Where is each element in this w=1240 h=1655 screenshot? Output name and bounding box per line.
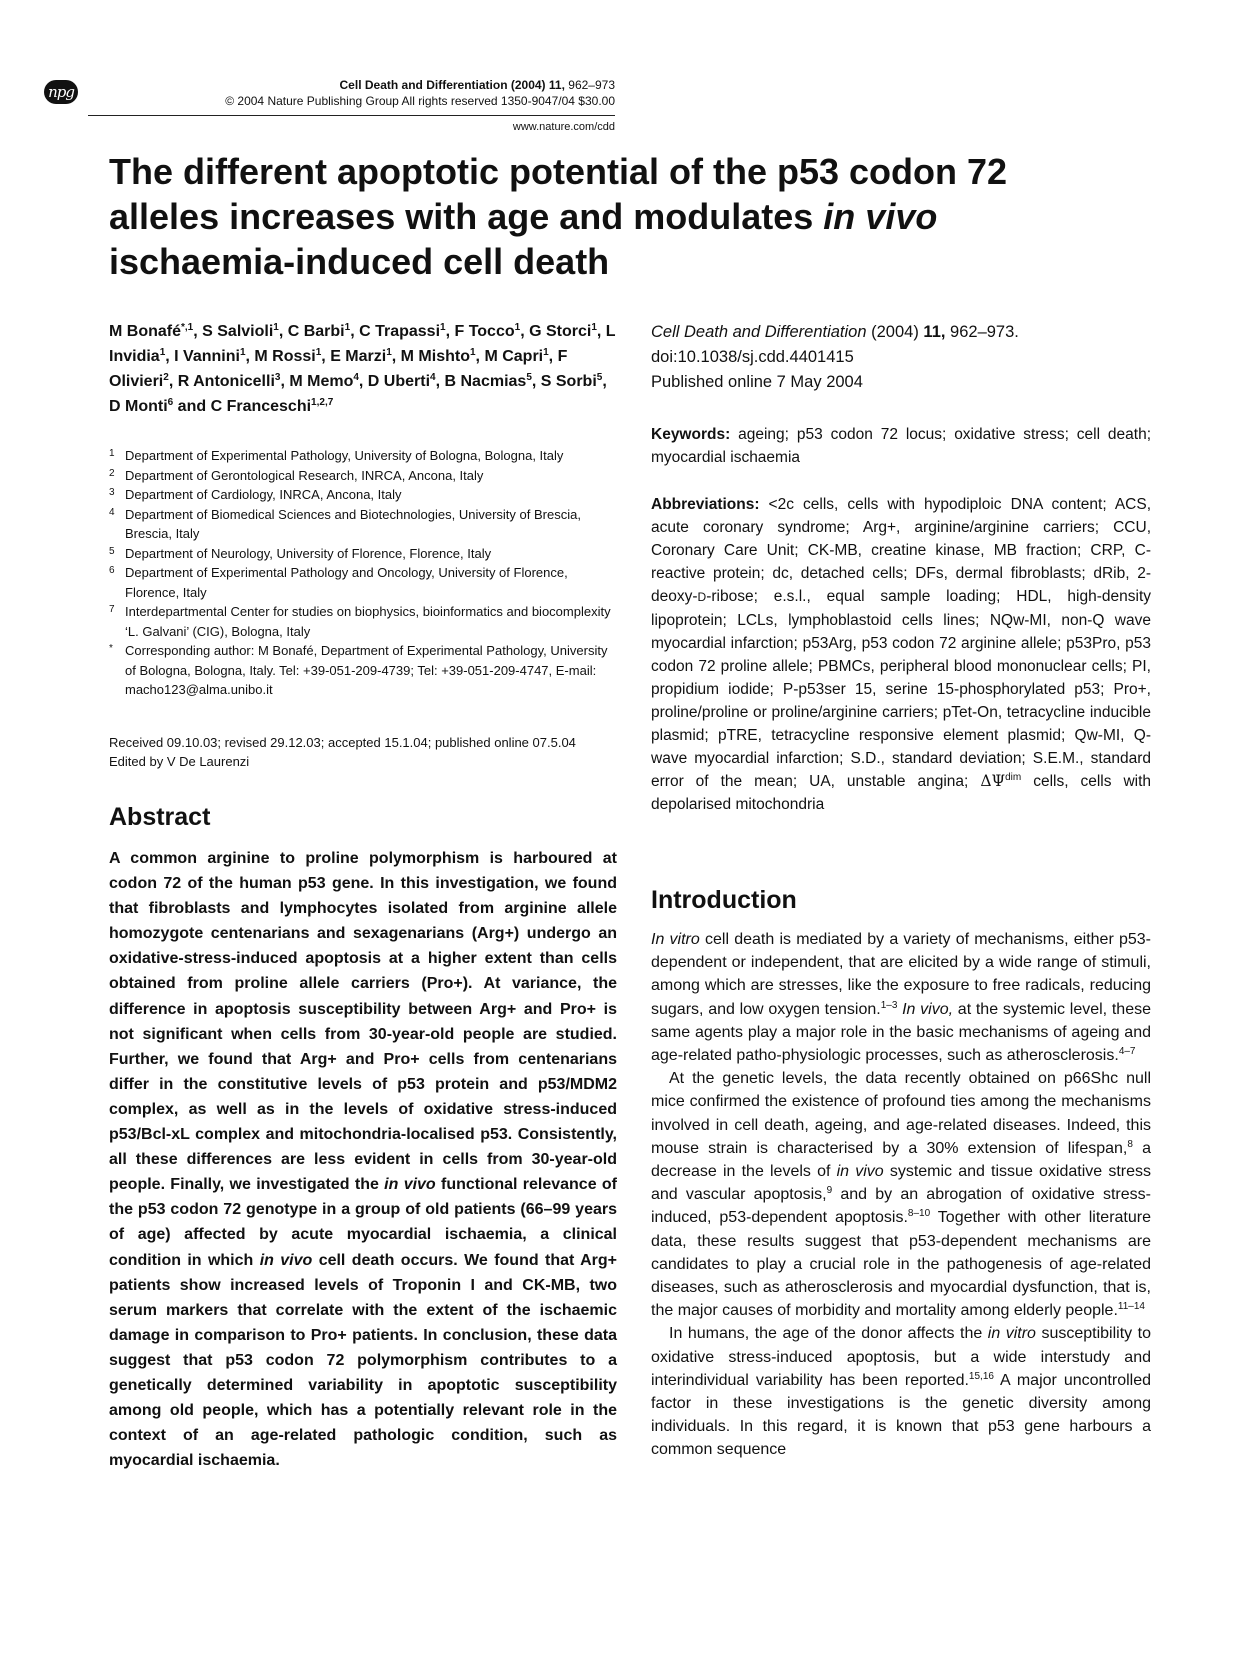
author-affiliation-mark: 1: [273, 322, 279, 333]
affiliation-mark: 1: [109, 448, 115, 459]
author-affiliation-mark: 1: [159, 347, 166, 358]
author-affiliation-mark: *,1: [181, 322, 194, 333]
intro-text: At the genetic levels, the data recently obtained on p66Shc null mice confirmed the existence of profound ties among the mechanisms involved in cell death, ageing, and age-related diseases. Indeed, this mouse strain is characterised by a 30% extension of lifespan,: [651, 1070, 1151, 1157]
title-line-1: The different apoptotic potential of the p53 codon 72: [109, 151, 1008, 192]
affiliation-list: [109, 446, 617, 700]
author: [288, 323, 359, 340]
abbreviations-text-3: cells, cells with depolarised mitochondria: [651, 773, 1152, 813]
author-affiliation-mark: 5: [596, 372, 603, 383]
intro-italic: in vitro: [987, 1325, 1036, 1343]
affiliation-mark: 4: [109, 506, 115, 518]
author-name: M Memo: [289, 373, 354, 390]
author: [202, 323, 288, 340]
author-separator: ,: [321, 348, 331, 365]
author-affiliation-mark: 1: [386, 347, 392, 358]
abstract-body: [109, 846, 617, 1473]
citation-ref[interactable]: 8–10: [907, 1208, 931, 1220]
intro-text: A major uncontrolled factor in these investigations is the genetic diversity among individuals. In this regard, it is known that p53 gene harbours a common sequence: [651, 1371, 1152, 1459]
citation-doi[interactable]: doi:10.1038/sj.cdd.4401415: [651, 348, 854, 366]
header-divider: [88, 115, 615, 116]
author-separator: ,: [548, 348, 558, 365]
author: [368, 373, 445, 390]
author: [211, 398, 334, 415]
affiliation-item: [109, 446, 617, 466]
author: [454, 323, 529, 340]
abbreviations-block: [651, 493, 1151, 816]
publisher-logo: npg: [44, 80, 78, 104]
author-name: E Marzi: [330, 348, 387, 365]
author-separator: ,: [475, 348, 485, 365]
author-affiliation-mark: 6: [167, 397, 174, 408]
author-affiliation-mark: 4: [430, 372, 436, 383]
article-title: [109, 149, 1109, 284]
affiliation-mark: 2: [109, 467, 115, 479]
author-name: I Vannini: [174, 348, 240, 365]
journal-url-link[interactable]: www.nature.com/cdd: [512, 121, 615, 133]
intro-italic: In vitro: [651, 931, 700, 948]
author: [484, 348, 557, 365]
author-name: S Sorbi: [540, 373, 597, 390]
received-dates: Received 09.10.03; revised 29.12.03; accepted 15.1.04; published online 07.5.04: [109, 735, 576, 750]
author-affiliation-mark: 1: [469, 347, 476, 358]
affiliation-item: [109, 544, 617, 564]
intro-italic: In vivo,: [897, 1000, 954, 1018]
intro-text: cell death is mediated by a variety of mechanisms, either p53-dependent or independent, that are elicited by a wide range of stimuli, among which are stresses, like the exposure to free radicals, reducing sugars, and low oxygen tension.: [651, 931, 1151, 1018]
affiliation-text: Department of Neurology, University of Florence, Florence, Italy: [125, 545, 492, 561]
author-separator: ,: [358, 373, 368, 390]
author-separator: ,: [391, 348, 401, 365]
author-separator: ,: [596, 323, 606, 340]
author: [174, 348, 254, 365]
author-name: D Uberti: [367, 373, 431, 390]
author-separator: ,: [193, 323, 203, 340]
intro-paragraph-3: [651, 1322, 1151, 1461]
journal-name: Cell Death and Differentiation (2004): [339, 78, 546, 92]
abbreviations-label: Abbreviations:: [651, 496, 760, 513]
affiliation-text: Interdepartmental Center for studies on biophysics, bioinformatics and biocomplexity ‘L. Galvani’ (CIG), Bologna, Italy: [125, 604, 611, 639]
author: [529, 323, 606, 340]
abbreviations-text-1: <2c cells, cells with hypodiploic DNA content; ACS, acute coronary syndrome; Arg+, arginine/arginine carriers; CCU, Coronary Care Unit; CK-MB, creatine kinase, MB fraction; CRP, C-reactive protein; dc, detached cells; DFs, dermal fibroblasts; dRib, 2-deoxy-: [651, 496, 1151, 605]
citation-ref[interactable]: 15,16: [968, 1370, 994, 1382]
author-separator: ,: [280, 373, 290, 390]
author-name: C Trapassi: [359, 323, 441, 340]
abstract-italic-2: in vivo: [259, 1251, 313, 1269]
author-affiliation-mark: 1: [344, 322, 351, 333]
affiliation-text: Department of Cardiology, INRCA, Ancona, Italy: [125, 487, 402, 502]
article-history: [109, 733, 617, 771]
author-affiliation-mark: 3: [274, 372, 281, 383]
author-separator: ,: [531, 373, 541, 390]
intro-text: In humans, the age of the donor affects the: [669, 1325, 988, 1343]
author: [541, 373, 607, 390]
author-name: C Barbi: [287, 323, 345, 340]
author: [359, 323, 454, 340]
copyright-line: © 2004 Nature Publishing Group All rights reserved 1350-9047/04 $30.00: [225, 94, 615, 108]
abstract-italic-1: in vivo: [384, 1176, 436, 1194]
abbreviations-smallcap: D: [697, 590, 707, 604]
author: [401, 348, 485, 365]
author-affiliation-mark: 1: [440, 322, 446, 333]
affiliation-mark: *: [109, 643, 113, 654]
journal-header-line: [340, 78, 615, 92]
intro-text: a decrease in the levels of: [651, 1139, 1152, 1181]
citation-published: Published online 7 May 2004: [651, 373, 863, 391]
introduction-heading: Introduction: [651, 886, 797, 914]
author-name: L Invidia: [109, 323, 616, 365]
abbreviations-text-2: -ribose; e.s.l., equal sample loading; HDL, high-density lipoprotein; LCLs, lymphoblastoid cells lines; NQw-MI, non-Q wave myocardial infarction; p53Arg, p53 codon 72 arginine allele; p53Pro, p53 codon 72 proline allele; PBMCs, peripheral blood mononuclear cells; PI, propidium iodide; P-p53ser 15, serine 15-phosphorylated p53; Pro+, proline/proline or proline/arginine carriers; pTet-On, tetracycline inducible plasmid; pTRE, tetracycline responsive element plasmid; Qw-MI, Q-wave myocardial infarction; S.D., standard deviation; S.E.M., standard error of the mean; UA, unstable angina;: [651, 588, 1151, 790]
introduction-body: [651, 928, 1151, 1462]
intro-text: and by an abrogation of oxidative stress-induced, p53-dependent apoptosis.: [651, 1186, 1151, 1227]
citation-journal: Cell Death and Differentiation: [651, 323, 867, 341]
citation-ref[interactable]: 9: [826, 1185, 833, 1197]
author-name: M Rossi: [254, 348, 316, 365]
affiliation-mark: 5: [109, 545, 115, 557]
journal-volume: 11,: [548, 78, 565, 92]
abstract-text-3: cell death occurs. We found that Arg+ patients show increased levels of Troponin I and CK-MB, two serum markers that correlate with the extent of the ischaemic damage in comparison to Pro+ patients. In conclusion, these data suggest that p53 codon 72 polymorphism contributes to a genetically determined variability in apoptotic susceptibility among old people, which has a potentially relevant role in the context of an age-related pathologic condition, such as myocardial ischaemia.: [109, 1251, 618, 1470]
title-line-3: ischaemia-induced cell death: [109, 241, 610, 282]
author-separator: ,: [602, 373, 607, 390]
title-line-2: alleles increases with age and modulates: [109, 196, 824, 237]
author-list: [109, 319, 617, 419]
author: [109, 323, 202, 340]
keywords-block: [651, 423, 1151, 469]
citation-year: (2004): [866, 323, 924, 341]
affiliation-item: [109, 641, 617, 700]
author-separator: ,: [350, 323, 360, 340]
affiliation-text: Department of Biomedical Sciences and Biotechnologies, University of Brescia, Brescia, Italy: [125, 506, 581, 541]
author: [178, 373, 290, 390]
affiliation-item: [109, 466, 617, 486]
title-italic: in vivo: [823, 196, 938, 237]
author-name: G Storci: [529, 323, 592, 340]
citation-ref[interactable]: 1–3: [880, 999, 898, 1011]
author-name: M Bonafé: [109, 323, 181, 340]
citation-ref[interactable]: 4–7: [1118, 1046, 1136, 1058]
abbreviations-psi-sup: dim: [1005, 772, 1022, 783]
abstract-heading: Abstract: [109, 803, 211, 831]
author: [109, 398, 211, 415]
author-name: F Tocco: [454, 323, 515, 340]
author-separator: ,: [445, 323, 455, 340]
author-separator: ,: [435, 373, 445, 390]
author-separator: ,: [278, 323, 288, 340]
abstract-text-2: functional relevance of the p53 codon 72 genotype in a group of old patients (66–99 years of age) affected by acute myocardial ischaemia, a clinical condition in which: [109, 1176, 618, 1269]
citation-ref[interactable]: 8: [1127, 1138, 1133, 1150]
author-affiliation-mark: 2: [163, 372, 169, 383]
author: [289, 373, 367, 390]
intro-text: susceptibility to oxidative stress-induced apoptosis, but a wide interstudy and interindividual variability has been reported.: [651, 1325, 1152, 1389]
affiliation-text: Department of Experimental Pathology and Oncology, University of Florence, Florence, Italy: [125, 565, 568, 600]
author-separator: ,: [165, 348, 175, 365]
intro-text: Together with other literature data, these results suggest that p53-dependent mechanisms are candidates to play a crucial role in the pathogenesis of age-related diseases, such as atherosclerosis and myocardial dysfunction, that is, the major causes of morbidity and mortality among elderly people.: [651, 1209, 1151, 1320]
journal-pages: 962–973: [568, 78, 615, 92]
author-name: R Antonicelli: [177, 373, 275, 390]
author-affiliation-mark: 1: [315, 347, 322, 358]
author-affiliation-mark: 1: [543, 347, 549, 358]
citation-line: [651, 320, 1131, 345]
author-separator: ,: [168, 373, 178, 390]
affiliation-text: Department of Experimental Pathology, University of Bologna, Bologna, Italy: [125, 448, 564, 463]
citation-volume: 11,: [923, 323, 946, 341]
citation-ref[interactable]: 11–14: [1117, 1301, 1145, 1313]
author-affiliation-mark: 5: [526, 372, 532, 383]
intro-paragraph-1: [651, 928, 1151, 1067]
author-affiliation-mark: 1,2,7: [311, 397, 334, 408]
author-separator: and: [173, 398, 211, 415]
author-name: B Nacmias: [444, 373, 527, 390]
author: [444, 373, 540, 390]
citation-block: [651, 320, 1131, 395]
author-name: C Franceschi: [210, 398, 312, 415]
intro-text: at the systemic level, these same agents play a major role in the basic mechanisms of ageing and age-related patho-physiologic processes, such as atherosclerosis.: [651, 1000, 1151, 1065]
author: [330, 348, 400, 365]
intro-paragraph-2: [651, 1067, 1151, 1322]
keywords-text: ageing; p53 codon 72 locus; oxidative stress; cell death; myocardial ischaemia: [651, 426, 1151, 466]
keywords-label: Keywords:: [651, 426, 731, 443]
affiliation-mark: 7: [109, 604, 115, 615]
intro-italic: in vivo: [836, 1163, 884, 1181]
author-name: F Olivieri: [109, 348, 568, 390]
author-name: M Capri: [484, 348, 544, 365]
author-separator: ,: [245, 348, 255, 365]
abstract-text-1: A common arginine to proline polymorphism is harboured at codon 72 of the human p53 gene. In this investigation, we found that fibroblasts and lymphocytes isolated from arginine allele homozygote centenarians and sexagenarians (Arg+) undergo an oxidative-stress-induced apoptosis at a higher extent than cells obtained from proline allele carriers (Pro+). At variance, the difference in apoptosis susceptibility between Arg+ and Pro+ is not significant when cells from 30-year-old people are studied. Further, we found that Arg+ and Pro+ cells from centenarians differ in the constitutive levels of p53 protein and p53/MDM2 complex, as well as in the levels of oxidative stress-induced p53/Bcl-xL complex and mitochondria-localised p53. Consistently, all these differences are less evident in cells from 30-year-old people. Finally, we investigated the: [109, 850, 617, 1194]
affiliation-mark: 6: [109, 565, 115, 576]
abbreviations-psi: ΔΨ: [980, 772, 1006, 790]
intro-text: systemic and tissue oxidative stress and vascular apoptosis,: [651, 1163, 1152, 1204]
affiliation-text: Department of Gerontological Research, INRCA, Ancona, Italy: [125, 467, 484, 483]
editor-line: Edited by V De Laurenzi: [109, 754, 250, 769]
affiliation-item: [109, 485, 617, 505]
affiliation-item: [109, 602, 617, 641]
author-affiliation-mark: 1: [514, 322, 521, 333]
author: [254, 348, 330, 365]
affiliation-item: [109, 563, 617, 602]
citation-pages: 962–973.: [945, 323, 1019, 341]
author-name: D Monti: [109, 398, 168, 415]
affiliation-text: Corresponding author: M Bonafé, Department of Experimental Pathology, University of Bologna, Bologna, Italy. Tel: +39-051-209-4739; Tel: +39-051-209-4747, E-mail: macho123@alma.unibo.it: [125, 643, 608, 697]
affiliation-mark: 3: [109, 487, 115, 498]
author-separator: ,: [520, 323, 530, 340]
author-affiliation-mark: 1: [591, 322, 597, 333]
author-name: S Salvioli: [202, 323, 274, 340]
author-name: M Mishto: [400, 348, 470, 365]
author-affiliation-mark: 1: [239, 347, 246, 358]
affiliation-item: [109, 505, 617, 544]
author-affiliation-mark: 4: [353, 372, 359, 383]
